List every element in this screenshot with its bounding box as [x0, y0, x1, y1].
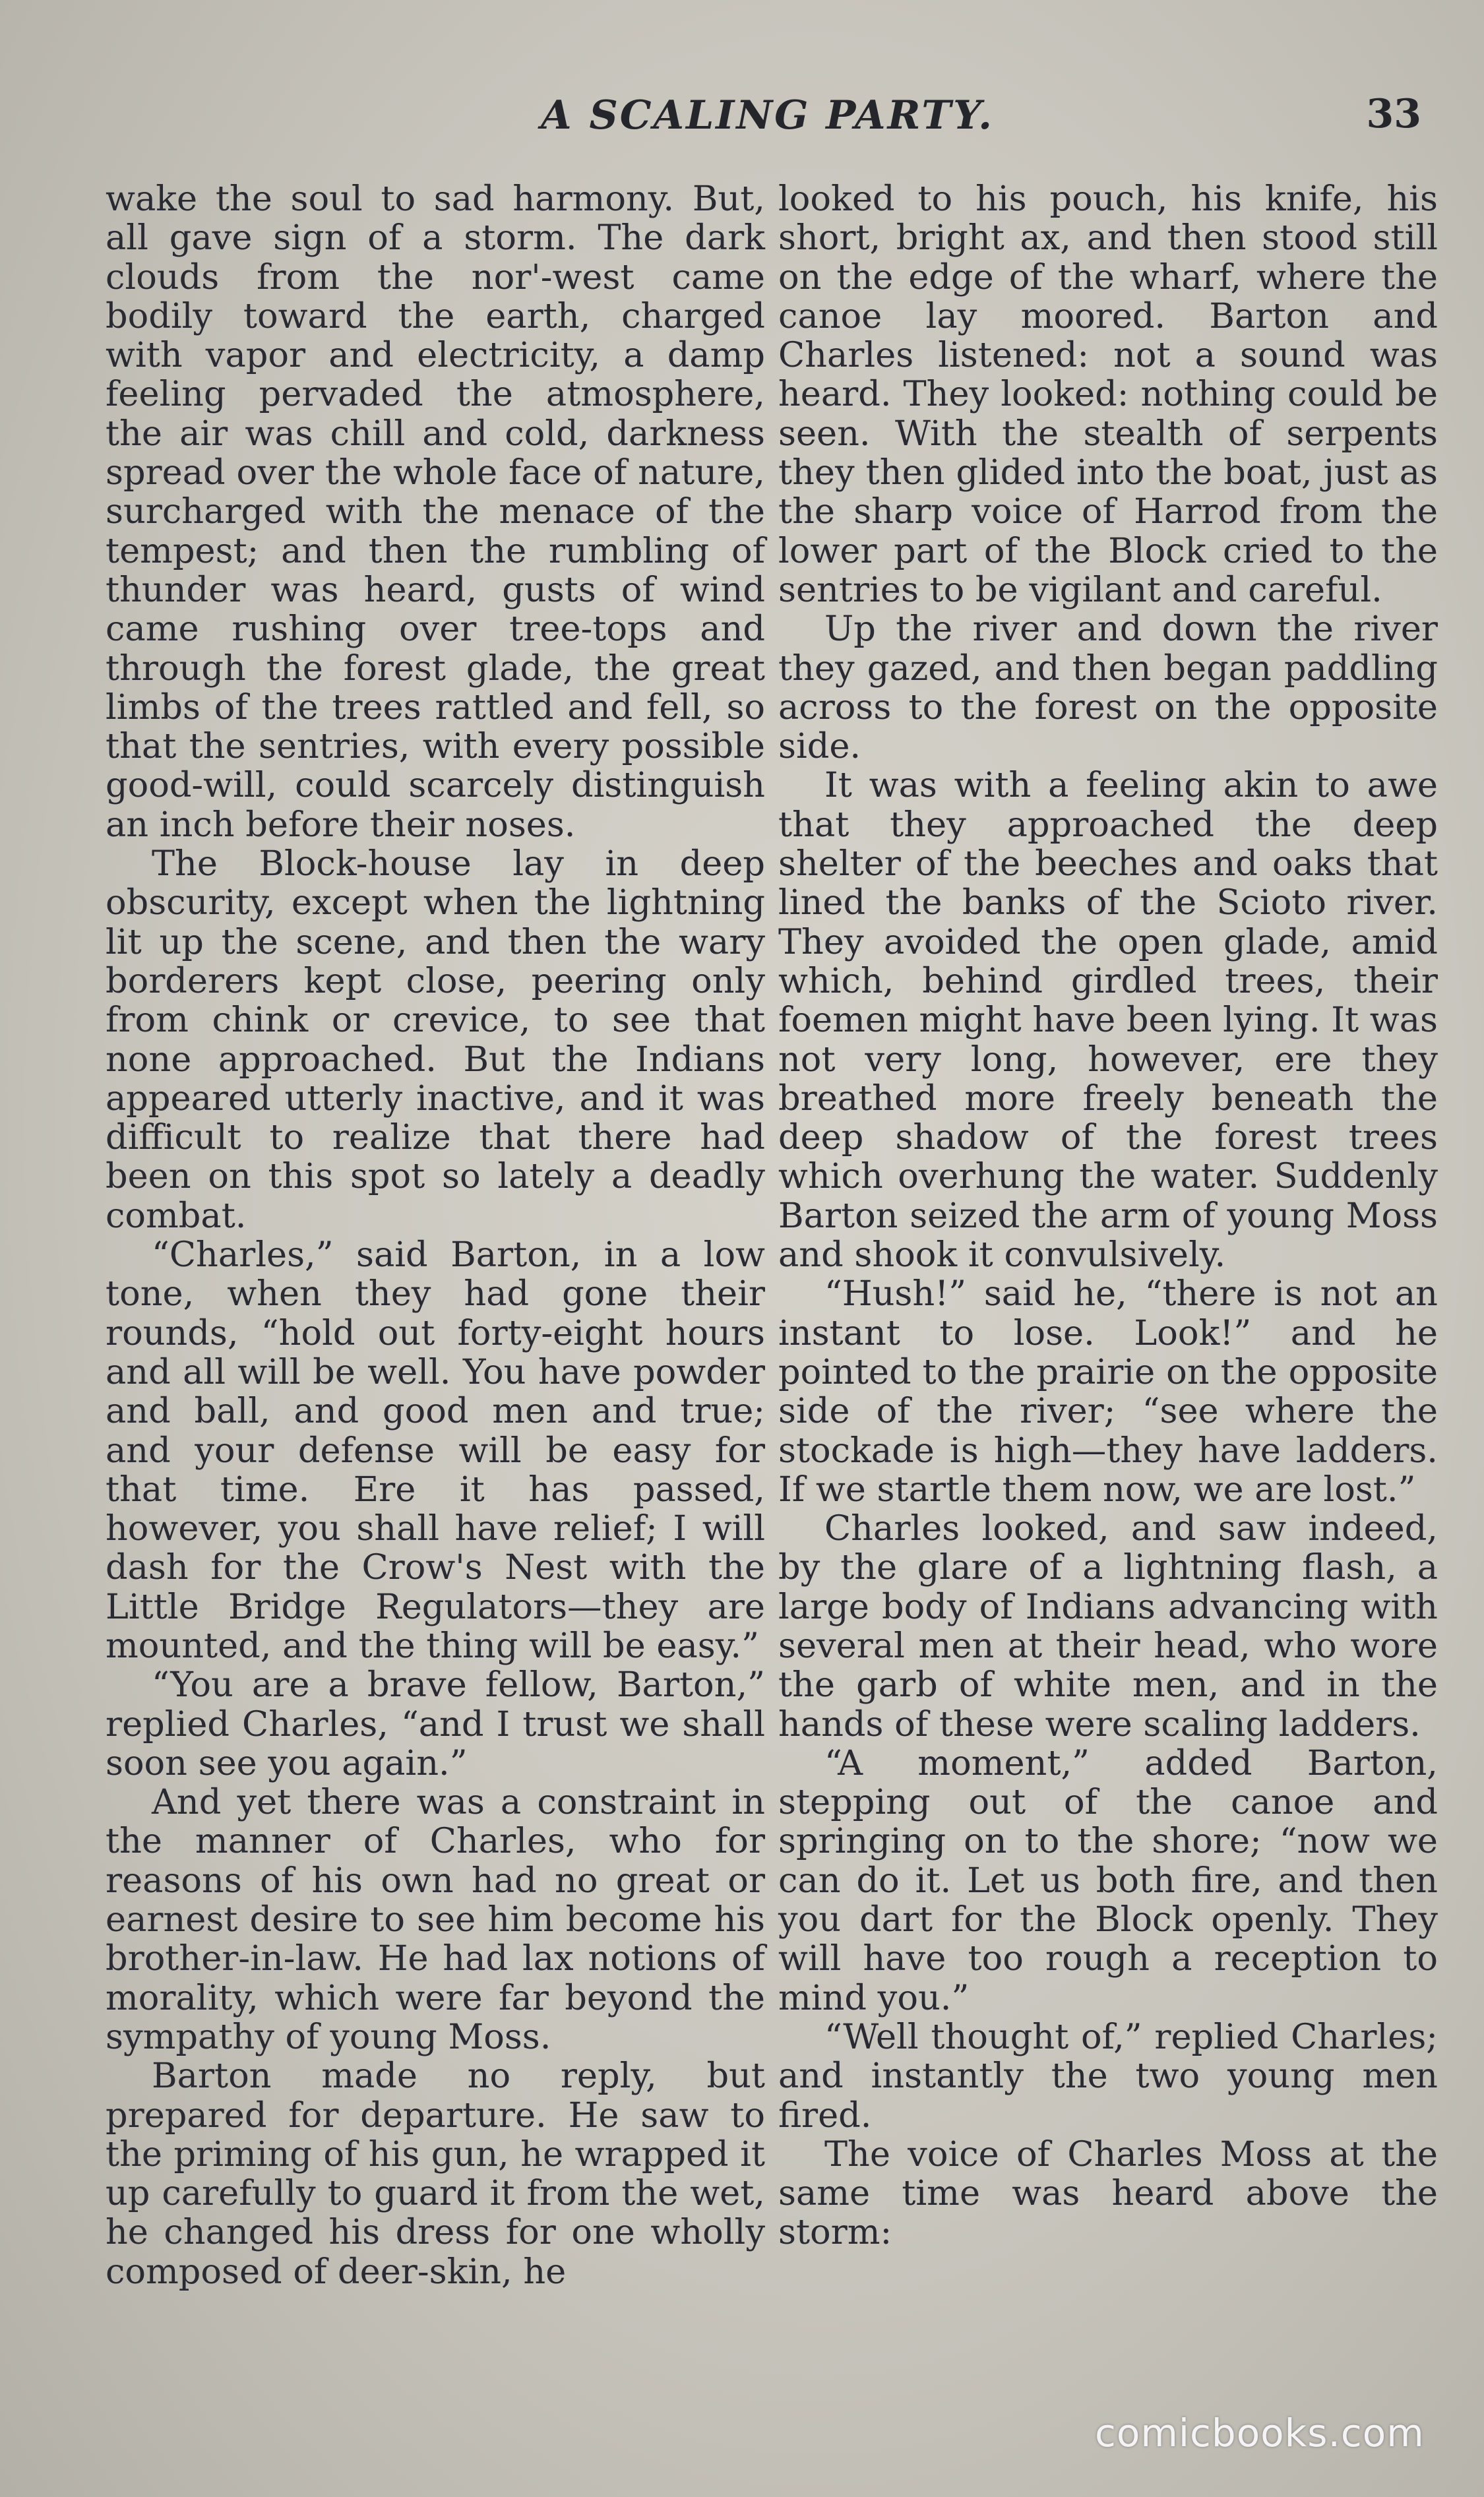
- paragraph: Charles looked, and saw indeed, by the glare of a lightning flash, a large body of Indians advancing with several men at their head, who wore the garb of white men, and in the hands of these were scaling ladders.: [778, 1508, 1438, 1744]
- left-column: [106, 179, 765, 2291]
- paragraph: “Charles,” said Barton, in a low tone, when they had gone their rounds, “hold out forty-eight hours and all will be well. You have powder and ball, and good men and true; and your defense will be easy for that time. Ere it has passed, however, you shall have relief; I will dash for the Crow's Nest with the Little Bridge Regulators—they are mounted, and the thing will be easy.”: [106, 1235, 765, 1666]
- running-title: A SCALING PARTY.: [541, 92, 995, 139]
- page-number: 33: [1366, 91, 1421, 137]
- paragraph: The Block-house lay in deep obscurity, except when the lightning lit up the scene, and then the wary borderers kept close, peering only from chink or crevice, to see that none approached. But the Indians appeared utterly inactive, and it was difficult to realize that there had been on this spot so lately a deadly combat.: [106, 844, 765, 1236]
- paragraph: The voice of Charles Moss at the same time was heard above the storm:: [778, 2134, 1438, 2253]
- watermark: comicbooks.com: [1095, 2411, 1425, 2455]
- paragraph: “Well thought of,” replied Charles; and instantly the two young men fired.: [778, 2016, 1438, 2136]
- page-header: [0, 92, 1484, 152]
- paragraph: Barton made no reply, but prepared for departure. He saw to the priming of his gun, he wrapped it up carefully to guard it from the wet, he changed his dress for one wholly composed of deer-skin, he: [106, 2056, 765, 2292]
- right-column: [778, 179, 1438, 2252]
- paragraph: It was with a feeling akin to awe that they approached the deep shelter of the beeches and oaks that lined the banks of the Scioto river. They avoided the open glade, amid which, behind girdled trees, their foemen might have been lying. It was not very long, however, ere they breathed more freely beneath the deep shadow of the forest trees which overhung the water. Suddenly Barton seized the arm of young Moss and shook it convulsively.: [778, 765, 1438, 1276]
- paragraph: “A moment,” added Barton, stepping out of the canoe and springing on to the shore; “now we can do it. Let us both fire, and then you dart for the Block openly. They will have too rough a reception to mind you.”: [778, 1742, 1438, 2018]
- paragraph: “You are a brave fellow, Barton,” replied Charles, “and I trust we shall soon see you again.”: [106, 1665, 765, 1783]
- paragraph: Up the river and down the river they gazed, and then began paddling across to the forest on the opposite side.: [778, 609, 1438, 767]
- paragraph: wake the soul to sad harmony. But, all gave sign of a storm. The dark clouds from the nor'-west came bodily toward the earth, charged with vapor and electricity, a damp feeling pervaded the atmosphere, the air was chill and cold, darkness spread over the whole face of nature, surcharged with the menace of the tempest; and then the rumbling of thunder was heard, gusts of wind came rushing over tree-tops and through the forest glade, the great limbs of the trees rattled and fell, so that the sentries, with every possible good-will, could scarcely distinguish an inch before their noses.: [106, 179, 765, 845]
- paragraph: And yet there was a constraint in the manner of Charles, who for reasons of his own had no great or earnest desire to see him become his brother-in-law. He had lax notions of morality, which were far beyond the sympathy of young Moss.: [106, 1782, 765, 2057]
- paragraph: “Hush!” said he, “there is not an instant to lose. Look!” and he pointed to the prairie on the opposite side of the river; “see where the stockade is high—they have ladders. If we startle them now, we are lost.”: [778, 1274, 1438, 1510]
- paragraph: looked to his pouch, his knife, his short, bright ax, and then stood still on the edge of the wharf, where the canoe lay moored. Barton and Charles listened: not a sound was heard. They looked: nothing could be seen. With the stealth of serpents they then glided into the boat, just as the sharp voice of Harrod from the lower part of the Block cried to the sentries to be vigilant and careful.: [778, 179, 1438, 610]
